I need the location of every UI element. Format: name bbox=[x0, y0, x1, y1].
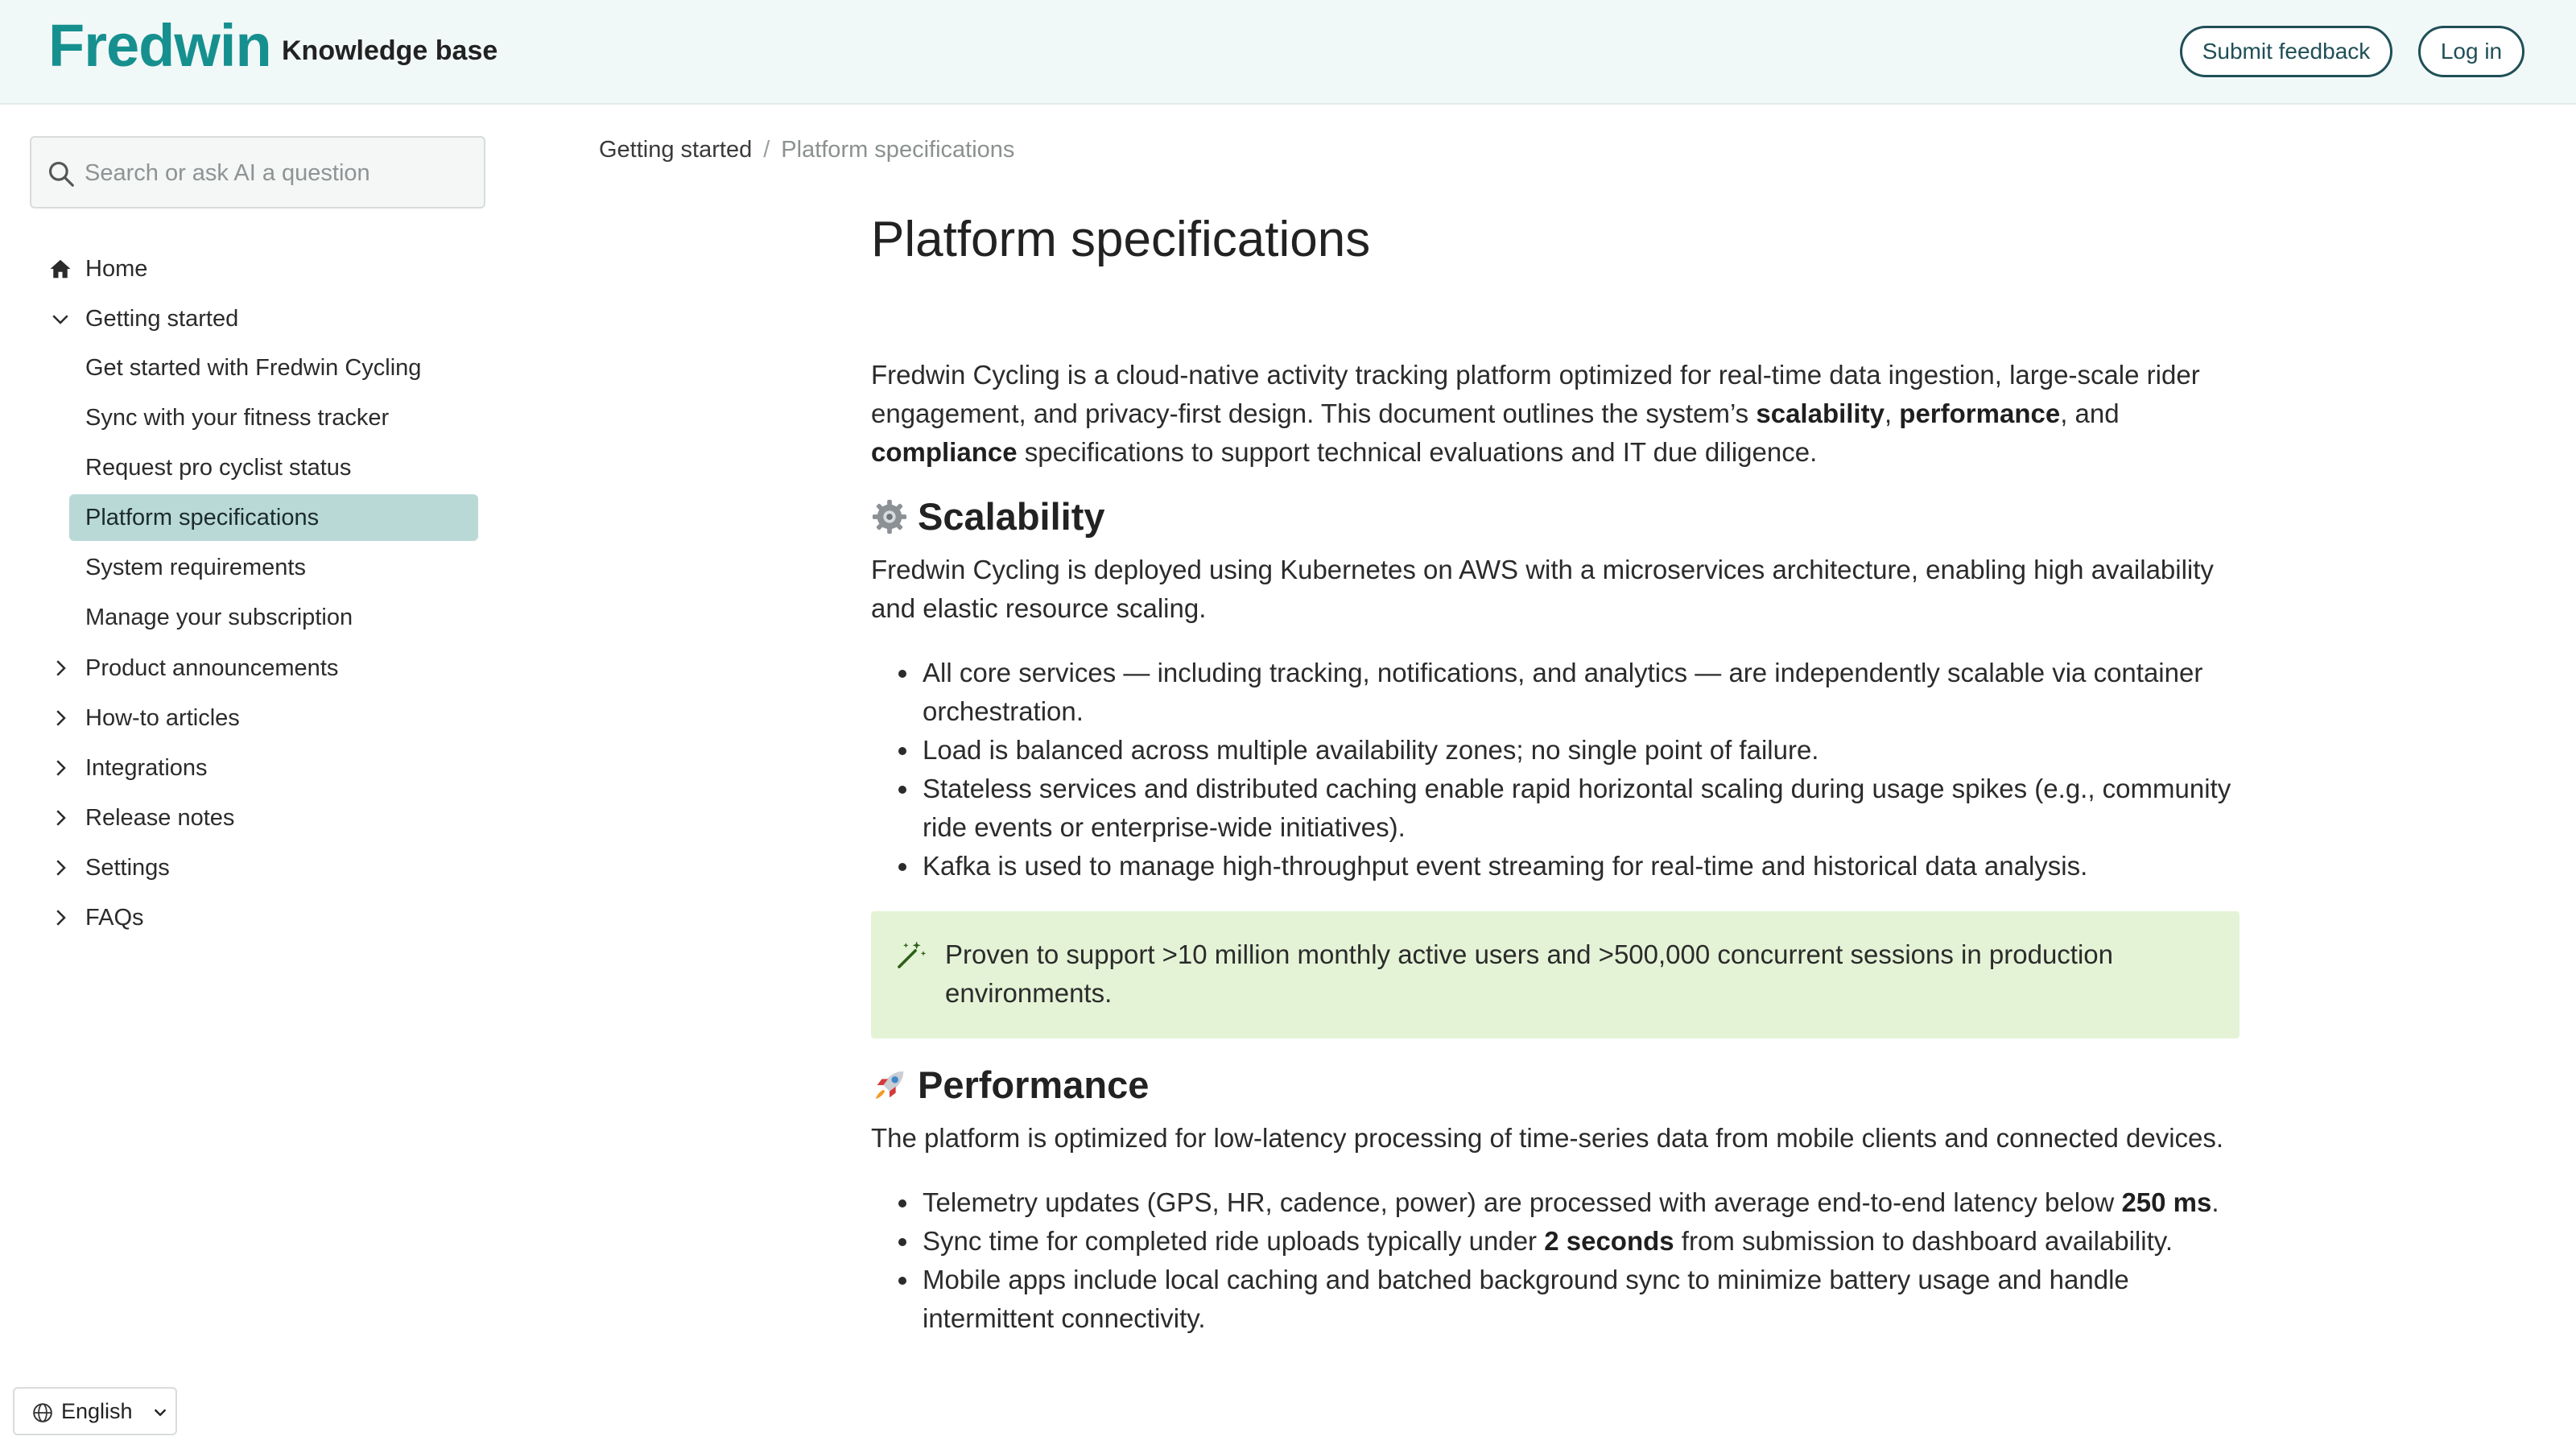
list-item: Stateless services and distributed caching enable rapid horizontal scaling during usage spikes (e.g., community ride events or enterprise-wide initiatives). bbox=[923, 770, 2240, 847]
breadcrumb bbox=[599, 137, 1014, 163]
sidebar-item-home[interactable] bbox=[45, 246, 480, 291]
performance-heading-text: Performance bbox=[918, 1063, 1150, 1106]
chevron-right-icon bbox=[48, 706, 72, 730]
chevron-down-icon bbox=[151, 1403, 169, 1421]
search-box[interactable] bbox=[30, 136, 485, 208]
list-item: Load is balanced across multiple availability zones; no single point of failure. bbox=[923, 731, 2240, 770]
breadcrumb-current: Platform specifications bbox=[781, 137, 1015, 163]
scalability-paragraph: Fredwin Cycling is deployed using Kubernetes on AWS with a microservices architecture, enabling high availability and elastic resource scaling. bbox=[871, 555, 2214, 623]
fredwin-logo[interactable]: Fredwin bbox=[48, 12, 271, 79]
sidebar-item-product-announcements[interactable] bbox=[45, 646, 480, 691]
list-item: Mobile apps include local caching and batched background sync to minimize battery usage and handle intermittent connectivity. bbox=[923, 1261, 2240, 1338]
knowledge-base-label: Knowledge base bbox=[282, 35, 498, 66]
home-icon bbox=[48, 257, 72, 281]
gear-icon bbox=[871, 498, 908, 535]
search-icon bbox=[46, 159, 76, 189]
sidebar-item-label: Integrations bbox=[85, 754, 208, 781]
scalability-heading-text: Scalability bbox=[918, 495, 1105, 538]
search-input[interactable] bbox=[85, 152, 471, 194]
chevron-right-icon bbox=[48, 856, 72, 880]
chevron-right-icon bbox=[48, 906, 72, 930]
performance-list bbox=[871, 1183, 2240, 1338]
sidebar-item-label: How-to articles bbox=[85, 704, 240, 731]
callout-box bbox=[871, 911, 2240, 1038]
chevron-down-icon bbox=[48, 307, 72, 331]
performance-paragraph: The platform is optimized for low-latency processing of time-series data from mobile clients and connected devices. bbox=[871, 1123, 2224, 1153]
language-label: English bbox=[61, 1398, 133, 1423]
scalability-list bbox=[871, 654, 2240, 886]
sidebar-item-getting-started[interactable] bbox=[45, 296, 480, 341]
sidebar-item-release-notes[interactable] bbox=[45, 795, 480, 840]
sidebar-item-how-to-articles[interactable] bbox=[45, 696, 480, 741]
sidebar-item-faqs[interactable] bbox=[45, 895, 480, 940]
article-body bbox=[871, 356, 2240, 1338]
list-item: Sync time for completed ride uploads typically under 2 seconds from submission to dashboard availability. bbox=[923, 1222, 2240, 1261]
sidebar-item-system-requirements[interactable]: System requirements bbox=[85, 554, 306, 580]
list-item: All core services — including tracking, notifications, and analytics — are independently scalable via container orchestration. bbox=[923, 654, 2240, 731]
list-item: Telemetry updates (GPS, HR, cadence, power) are processed with average end-to-end latency below 250 ms. bbox=[923, 1183, 2240, 1222]
breadcrumb-separator: / bbox=[763, 137, 770, 163]
sidebar-item-label: Release notes bbox=[85, 804, 235, 831]
sidebar-item-get-started-with-fredwin-cycling[interactable]: Get started with Fredwin Cycling bbox=[85, 354, 422, 381]
sidebar-item-sync-with-fitness-tracker[interactable]: Sync with your fitness tracker bbox=[85, 404, 390, 431]
chevron-right-icon bbox=[48, 756, 72, 780]
sidebar-item-label: Product announcements bbox=[85, 654, 339, 681]
globe-icon bbox=[32, 1402, 53, 1423]
language-selector[interactable] bbox=[13, 1387, 177, 1435]
sidebar-item-request-pro-cyclist-status[interactable]: Request pro cyclist status bbox=[85, 454, 352, 481]
magic-wand-icon bbox=[895, 939, 927, 971]
sidebar-item-label: FAQs bbox=[85, 904, 144, 931]
sidebar-item-label: Getting started bbox=[85, 305, 239, 332]
sidebar-item-label: Settings bbox=[85, 854, 170, 881]
submit-feedback-button[interactable]: Submit feedback bbox=[2180, 26, 2392, 77]
log-in-button[interactable]: Log in bbox=[2418, 26, 2524, 77]
callout-text: Proven to support >10 million monthly active users and >500,000 concurrent sessions in production environments. bbox=[945, 939, 2114, 1008]
sidebar-item-manage-your-subscription[interactable]: Manage your subscription bbox=[85, 604, 353, 630]
performance-heading bbox=[871, 1061, 2240, 1109]
page-title: Platform specifications bbox=[871, 212, 1371, 267]
intro-paragraph: Fredwin Cycling is a cloud-native activity tracking platform optimized for real-time data ingestion, large-scale rider engagement, and privacy-first design. This document outlines the system’s scalability, performance, and compliance specifications to support technical evaluations and IT due diligence. bbox=[871, 360, 2200, 467]
breadcrumb-getting-started[interactable]: Getting started bbox=[599, 137, 753, 163]
chevron-right-icon bbox=[48, 806, 72, 830]
list-item: Kafka is used to manage high-throughput event streaming for real-time and historical data analysis. bbox=[923, 847, 2240, 886]
scalability-heading bbox=[871, 493, 2240, 541]
sidebar-item-platform-specifications[interactable]: Platform specifications bbox=[69, 494, 478, 541]
sidebar-item-settings[interactable] bbox=[45, 845, 480, 890]
chevron-right-icon bbox=[48, 656, 72, 680]
top-bar bbox=[0, 0, 2576, 105]
sidebar-item-integrations[interactable] bbox=[45, 745, 480, 791]
rocket-icon bbox=[871, 1067, 908, 1104]
sidebar-item-label: Home bbox=[85, 255, 148, 282]
